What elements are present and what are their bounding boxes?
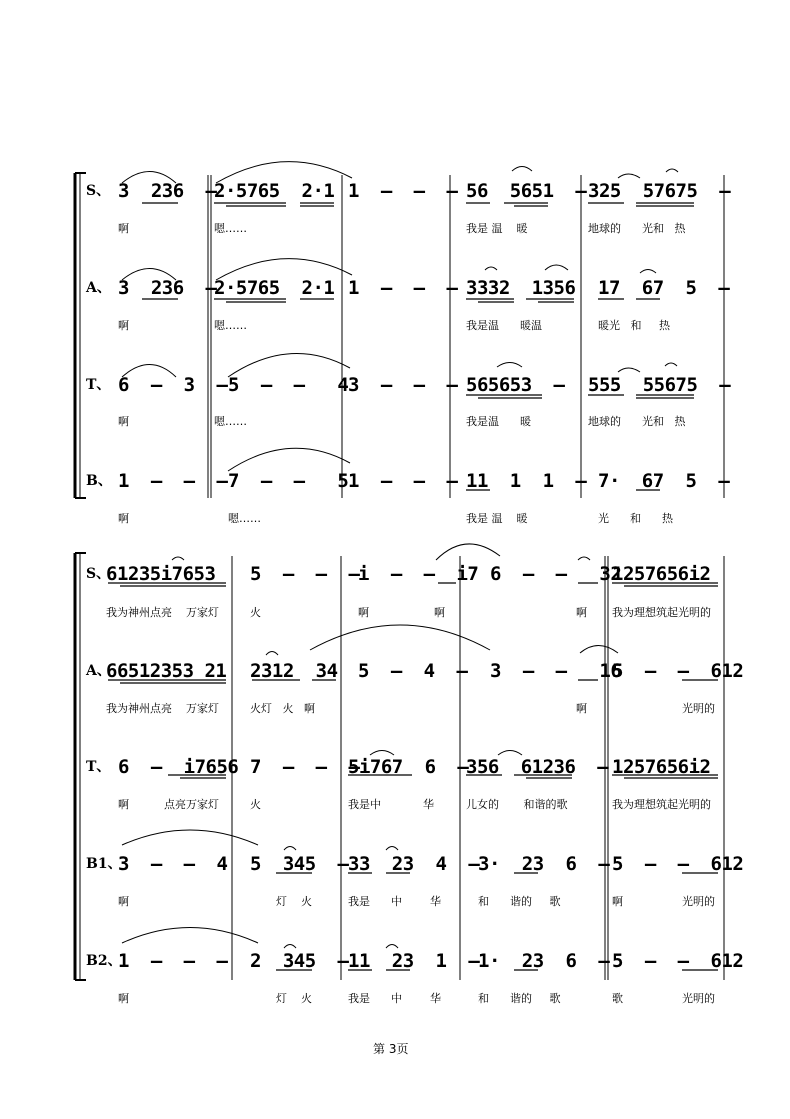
measure: 6 – – 32	[490, 563, 622, 585]
measure: 5 – 4 –	[358, 660, 468, 682]
lyric: 地球的 光和 热	[588, 415, 686, 428]
measure: 17 67 5 –	[598, 277, 730, 299]
staff-label-alto: A、	[86, 280, 111, 296]
lyric: 暖光 和 热	[598, 319, 670, 332]
measure: 1257656i2	[612, 563, 711, 585]
measure: 7 – – –	[250, 756, 360, 778]
measure: 3 236 –	[118, 180, 217, 202]
measure: 66512353 21	[106, 660, 227, 682]
measure: 56 5651 –	[466, 180, 587, 202]
lyric: 嗯……	[214, 222, 247, 235]
measure: 2 345 –	[250, 950, 349, 972]
lyric: 儿女的 和谐的歌	[466, 798, 568, 811]
measure: 1 – – –	[348, 277, 458, 299]
measure: 11 1 1 –	[466, 470, 587, 492]
lyric: 和 谐的 歌	[478, 992, 561, 1005]
lyric: 火灯 火 啊	[250, 702, 315, 715]
lyric: 光 和 热	[598, 512, 673, 525]
measure: 33 23 4 –	[348, 853, 480, 875]
lyric: 嗯……	[228, 512, 261, 525]
lyric: 歌	[612, 992, 623, 1005]
measure: 5 – – 612	[612, 950, 744, 972]
measure: 2·5765 2·1	[214, 180, 335, 202]
lyric: 啊	[576, 606, 587, 619]
lyric: 啊	[118, 992, 129, 1005]
measure: 3 – – –	[348, 374, 458, 396]
lyric: 我为神州点亮 万家灯	[106, 606, 219, 619]
measure: 3332 1356	[466, 277, 576, 299]
lyric: 我为理想筑起光明的	[612, 606, 711, 619]
lyric: 啊	[118, 222, 129, 235]
lyric: 光明的	[682, 895, 715, 908]
measure: 1257656i2	[612, 756, 711, 778]
staff-label-soprano: S、	[86, 566, 111, 582]
measure: 1 – – –	[118, 950, 228, 972]
lyric: 火	[250, 606, 261, 619]
measure: 6 – i7656	[118, 756, 239, 778]
measure: 7 – – 5	[228, 470, 349, 492]
measure: 61235i7653	[106, 563, 216, 585]
measure: 11 23 1 –	[348, 950, 480, 972]
lyric: 啊	[434, 606, 445, 619]
measure: 5 – – –	[250, 563, 360, 585]
lyric: 火	[250, 798, 261, 811]
lyric: 光明的	[682, 992, 715, 1005]
measure: 5 – – 612	[612, 660, 744, 682]
lyric: 啊	[118, 895, 129, 908]
measure: 3 – – 4	[118, 853, 228, 875]
staff-label-tenor: T、	[86, 377, 111, 393]
lyric: 我是 温 暖	[466, 222, 528, 235]
measure: 5i767 6 –	[348, 756, 469, 778]
lyric: 啊	[118, 319, 129, 332]
measure: 555 55675 –	[588, 374, 731, 396]
lyric: 嗯……	[214, 319, 247, 332]
staff-label-alto: A、	[86, 663, 111, 679]
lyric: 啊 点亮万家灯	[118, 798, 219, 811]
lyric: 啊	[612, 895, 623, 908]
lyric: 我是 中 华	[348, 992, 441, 1005]
staff-label-bass: B、	[86, 473, 112, 489]
lyric: 我是温 暖	[466, 415, 531, 428]
measure: 1 – – –	[348, 180, 458, 202]
measure: 3 – – 16	[490, 660, 622, 682]
lyric: 啊	[358, 606, 369, 619]
lyric: 我是温 暖温	[466, 319, 542, 332]
measure: 1 – – –	[118, 470, 228, 492]
measure: 356 61236 –	[466, 756, 609, 778]
measure: 6 – 3 –	[118, 374, 228, 396]
measure: 1 – – –	[348, 470, 458, 492]
lyric: 灯 火	[276, 895, 312, 908]
lyric: 和 谐的 歌	[478, 895, 561, 908]
measure: 3· 23 6 –	[478, 853, 610, 875]
lyric: 我为神州点亮 万家灯	[106, 702, 219, 715]
lyric: 我是 温 暖	[466, 512, 528, 525]
lyric: 光明的	[682, 702, 715, 715]
lyric: 嗯……	[214, 415, 247, 428]
lyric: 灯 火	[276, 992, 312, 1005]
lyric: 啊	[118, 415, 129, 428]
measure: 325 57675 –	[588, 180, 731, 202]
staff-label-tenor: T、	[86, 759, 111, 775]
lyric: 啊	[576, 702, 587, 715]
measure: 2·5765 2·1	[214, 277, 335, 299]
measure: 7· 67 5 –	[598, 470, 730, 492]
lyric: 我是中 华	[348, 798, 434, 811]
page-number: 第 3页	[373, 1042, 409, 1056]
measure: 5 345 –	[250, 853, 349, 875]
measure: 5 – – 612	[612, 853, 744, 875]
measure: i – – i7	[358, 563, 479, 585]
lyric: 我为理想筑起光明的	[612, 798, 711, 811]
staff-label-bass-1: B1、	[86, 856, 122, 872]
lyric: 啊	[118, 512, 129, 525]
measure: 2312 34	[250, 660, 338, 682]
measure: 5 – – 4	[228, 374, 349, 396]
lyric: 地球的 光和 热	[588, 222, 686, 235]
measure: 3 236 –	[118, 277, 217, 299]
staff-label-soprano: S、	[86, 183, 111, 199]
lyric: 我是 中 华	[348, 895, 441, 908]
measure: 565653 –	[466, 374, 565, 396]
staff-label-bass-2: B2、	[86, 953, 122, 969]
measure: 1· 23 6 –	[478, 950, 610, 972]
